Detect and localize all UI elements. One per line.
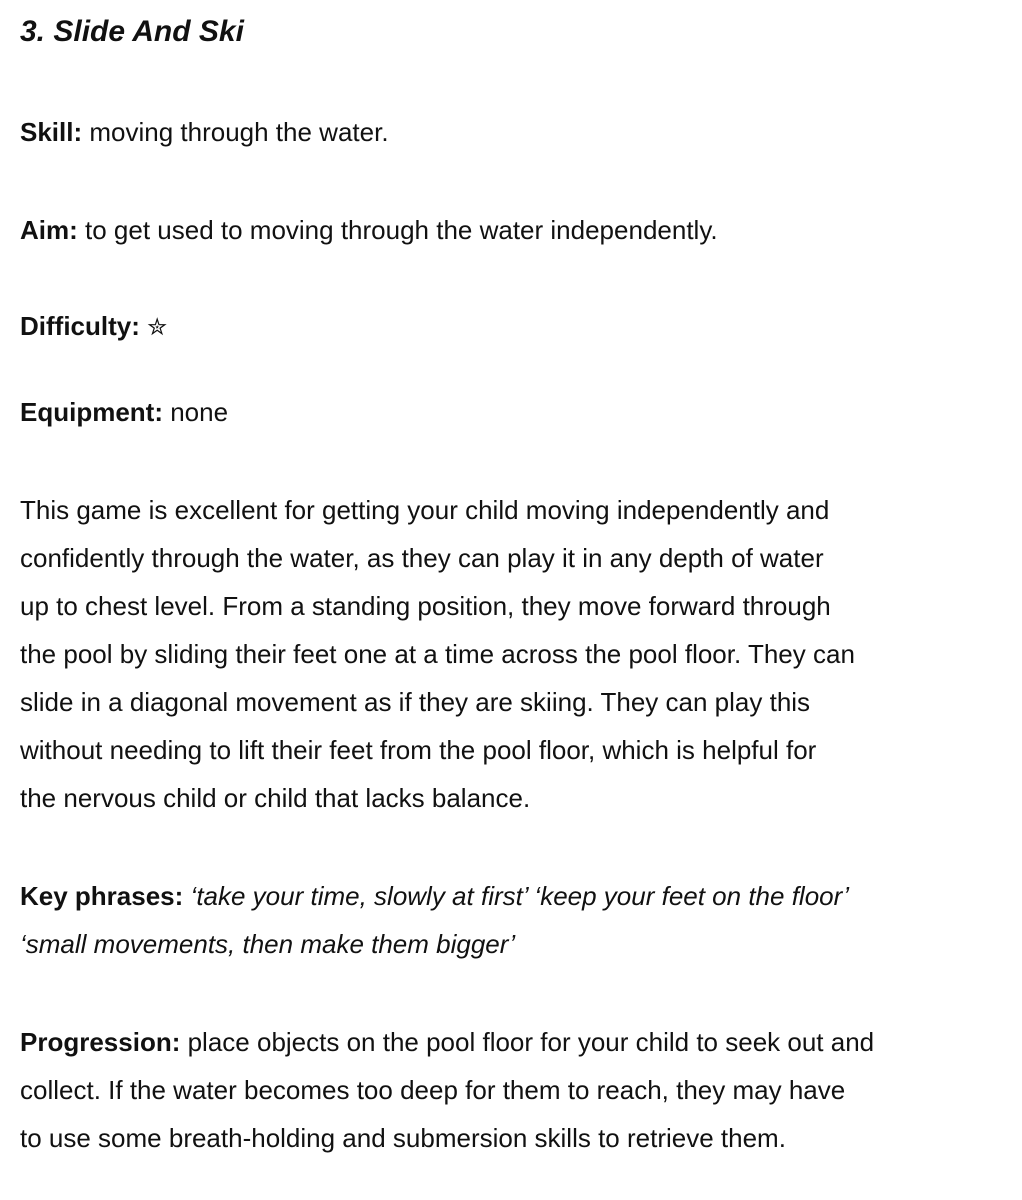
description-line: without needing to lift their feet from the pool floor, which is helpful for — [20, 735, 817, 765]
progression-text: collect. If the water becomes too deep for them to reach, they may have — [20, 1075, 846, 1105]
description-line: the nervous child or child that lacks balance. — [20, 783, 531, 813]
equipment-label: Equipment: — [20, 397, 163, 427]
skill-label: Skill: — [20, 117, 83, 147]
description-line: This game is excellent for getting your child moving independently and — [20, 495, 830, 525]
equipment-line — [20, 388, 228, 436]
skill-value: moving through the water. — [82, 117, 389, 147]
progression-label: Progression: — [20, 1027, 181, 1057]
progression-text: to use some breath-holding and submersion skills to retrieve them. — [20, 1123, 786, 1153]
description-paragraph — [20, 486, 855, 822]
star-icon: ✮ — [147, 314, 168, 341]
aim-line — [20, 206, 718, 254]
key-phrases-paragraph — [20, 872, 849, 968]
key-phrases-text: ‘take your time, slowly at first’ ‘keep your feet on the floor’ — [183, 881, 850, 911]
difficulty-line — [20, 302, 167, 352]
progression-paragraph — [20, 1018, 874, 1162]
aim-value: to get used to moving through the water independently. — [77, 215, 718, 245]
equipment-value: none — [163, 397, 229, 427]
key-phrases-label: Key phrases: — [20, 881, 184, 911]
description-line: confidently through the water, as they can play it in any depth of water — [20, 543, 824, 573]
description-line: slide in a diagonal movement as if they are skiing. They can play this — [20, 687, 811, 717]
key-phrases-text: ‘small movements, then make them bigger’ — [20, 929, 516, 959]
difficulty-label: Difficulty: — [20, 311, 140, 341]
page-title: 3. Slide And Ski — [20, 15, 244, 48]
progression-text: place objects on the pool floor for your child to seek out and — [180, 1027, 875, 1057]
skill-line — [20, 108, 389, 156]
description-line: the pool by sliding their feet one at a time across the pool floor. They can — [20, 639, 855, 669]
aim-label: Aim: — [20, 215, 78, 245]
description-line: up to chest level. From a standing position, they move forward through — [20, 591, 831, 621]
